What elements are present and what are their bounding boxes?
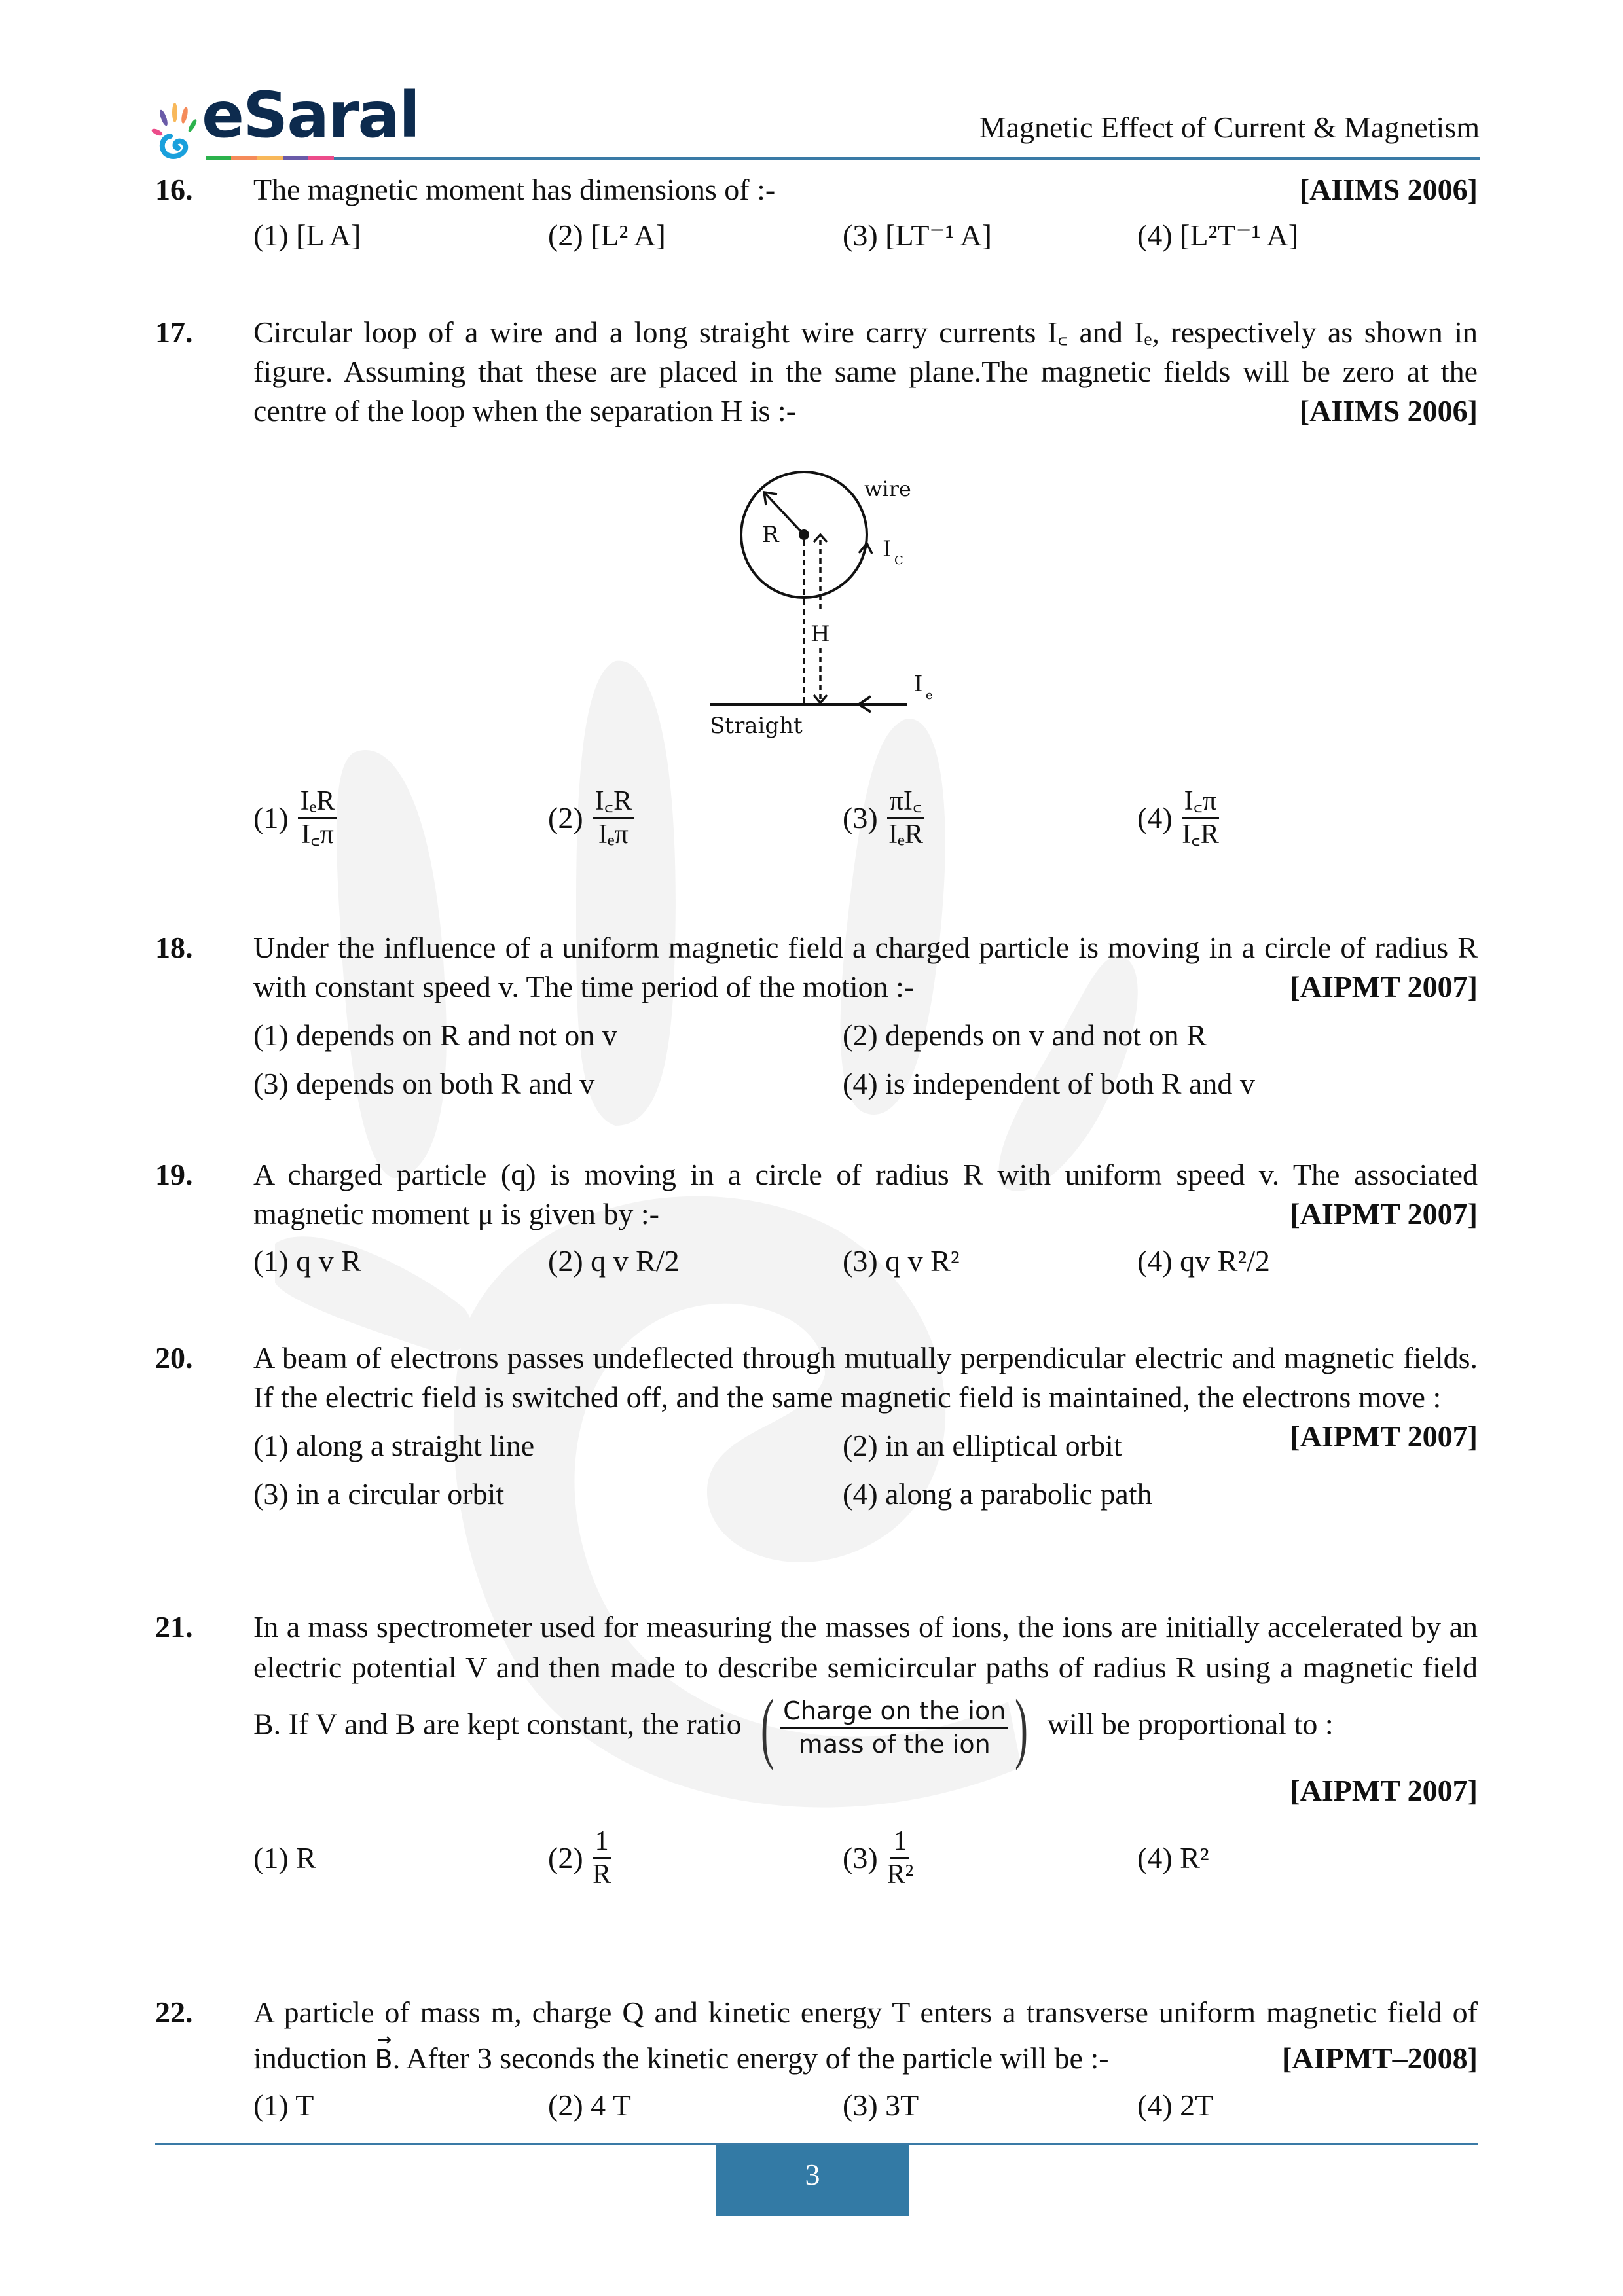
question-number: 18. [155, 931, 193, 964]
option-4[interactable]: (4) $\frac{I꜀\pi}{I꜀R}$ [1137, 786, 1219, 850]
label-wire: wire [864, 476, 911, 501]
charge-mass-ratio: ( $\frac{\text{Charge on the ion}}{\text{mass of the ion}}$ ) [761, 1683, 1029, 1770]
question-21 [155, 1607, 1478, 1890]
question-number: 21. [155, 1610, 193, 1643]
question-text: Under the influence of a uniform magnetic field a charged particle is moving in a circle of radius R with constant speed v. The time period of the motion :- [253, 931, 1478, 1003]
question-number: 19. [155, 1158, 193, 1191]
question-text-end: . After 3 seconds the kinetic energy of the particle will be :- [392, 2041, 1109, 2075]
question-source: [AIIMS 2006] [1299, 173, 1478, 206]
option-2[interactable]: (2) depends on v and not on R [843, 1018, 1207, 1052]
label-ic: I [883, 536, 892, 562]
question-source: [AIPMT–2008] [1282, 2041, 1478, 2075]
option-4[interactable]: (4) qv R²/2 [1137, 1244, 1270, 1278]
option-1[interactable]: (1) depends on R and not on v [253, 1018, 617, 1052]
option-2[interactable]: (2) 4 T [548, 2089, 631, 2122]
option-3[interactable]: (3) in a circular orbit [253, 1477, 505, 1511]
option-3[interactable]: (3) 3T [843, 2089, 919, 2122]
label-straight: Straight [710, 713, 803, 739]
question-text: The magnetic moment has dimensions of :- [253, 173, 776, 206]
option-4[interactable]: (4) is independent of both R and v [843, 1067, 1255, 1100]
option-1[interactable]: (1) [L A] [253, 219, 361, 252]
question-text: A particle of mass m, charge Q and kinetic energy T enters a transverse uniform magnetic field of induction [253, 1996, 1478, 2075]
page-header [151, 79, 1480, 164]
option-4[interactable]: (4) 2T [1137, 2089, 1214, 2122]
question-text-end: will be proportional to : [1047, 1707, 1334, 1741]
question-19 [155, 1155, 1478, 1281]
question-source: [AIIMS 2006] [1299, 394, 1478, 427]
option-2[interactable]: (2) $\frac{I꜀R}{\text{Iₑπ}}$ [548, 785, 843, 850]
question-20 [155, 1338, 1478, 1514]
option-3[interactable]: (3) $\frac{1}{\text{R²}}$ [843, 1826, 914, 1890]
question-16 [155, 170, 1478, 255]
question-number: 17. [155, 315, 193, 349]
page-number: 3 [716, 2145, 909, 2216]
hand-logo-icon [151, 98, 203, 160]
option-3[interactable]: (3) [LT⁻¹ A] [843, 219, 993, 252]
label-radius: R [762, 522, 779, 548]
question-22 [155, 1990, 1478, 2128]
option-3[interactable]: (3) depends on both R and v [253, 1067, 595, 1100]
question-number: 22. [155, 1996, 193, 2029]
option-3[interactable]: (3) $\frac{\pi I꜀}{\text{IₑR}}$ [843, 785, 1137, 850]
question-text: Circular loop of a wire and a long straight wire carry currents I꜀ and Iₑ, respectively as shown in figure. Assuming that these are placed in the same plane.The magnetic fields will be zero at the centre of the loop when the separation H is :- [253, 315, 1478, 427]
option-2[interactable]: (2) [L² A] [548, 219, 666, 252]
question-17-options [155, 785, 1478, 850]
question-number: 20. [155, 1341, 193, 1374]
question-text: In a mass spectrometer used for measuring the masses of ions, the ions are initially accelerated by an electric potential V and then made to describe semicircular paths of radius R using a magnetic field B. If V and B are kept constant, the ratio [253, 1610, 1478, 1741]
option-3[interactable]: (3) q v R² [843, 1244, 960, 1278]
vector-b: → B [374, 2037, 392, 2083]
label-ic-subscript: C [894, 554, 903, 567]
label-ie-subscript: e [926, 689, 933, 702]
option-1[interactable]: (1) along a straight line [253, 1429, 535, 1462]
esaral-logo [151, 79, 420, 157]
brand-name: eSaral [202, 79, 420, 152]
option-2[interactable]: (2) $\frac{1}{R}$ [548, 1826, 611, 1890]
chapter-title: Magnetic Effect of Current & Magnetism [979, 111, 1480, 144]
question-number: 16. [155, 173, 193, 206]
question-text: A beam of electrons passes undeflected through mutually perpendicular electric and magnetic fields. If the electric field is switched off, and the same magnetic field is maintained, the electrons move : [253, 1341, 1478, 1414]
loop-and-wire-diagram [694, 458, 995, 746]
option-2[interactable]: (2) in an elliptical orbit [843, 1429, 1122, 1462]
question-18 [155, 928, 1478, 1103]
option-1[interactable]: (1) R [253, 1840, 316, 1874]
option-1[interactable]: (1) $\frac{\text{IₑR}}{I꜀\pi}$ [253, 785, 548, 850]
question-17 [155, 313, 1478, 431]
question-source: [AIPMT 2007] [1290, 1420, 1478, 1453]
label-ie: I [914, 671, 923, 697]
question-source: [AIPMT 2007] [1290, 1774, 1478, 1807]
option-4[interactable]: (4) [L²T⁻¹ A] [1137, 219, 1299, 252]
question-source: [AIPMT 2007] [1290, 970, 1478, 1003]
option-2[interactable]: (2) q v R/2 [548, 1244, 680, 1278]
question-text: A charged particle (q) is moving in a circle of radius R with uniform speed v. The associated magnetic moment μ is given by :- [253, 1158, 1478, 1230]
option-4[interactable]: (4) along a parabolic path [843, 1477, 1152, 1511]
brand-color-bar [206, 156, 334, 160]
header-divider [334, 157, 1480, 160]
loop-centre [799, 529, 809, 540]
option-4[interactable]: (4) R² [1137, 1840, 1209, 1874]
option-1[interactable]: (1) T [253, 2089, 314, 2122]
label-h: H [811, 621, 830, 647]
question-source: [AIPMT 2007] [1290, 1197, 1478, 1230]
option-1[interactable]: (1) q v R [253, 1244, 361, 1278]
